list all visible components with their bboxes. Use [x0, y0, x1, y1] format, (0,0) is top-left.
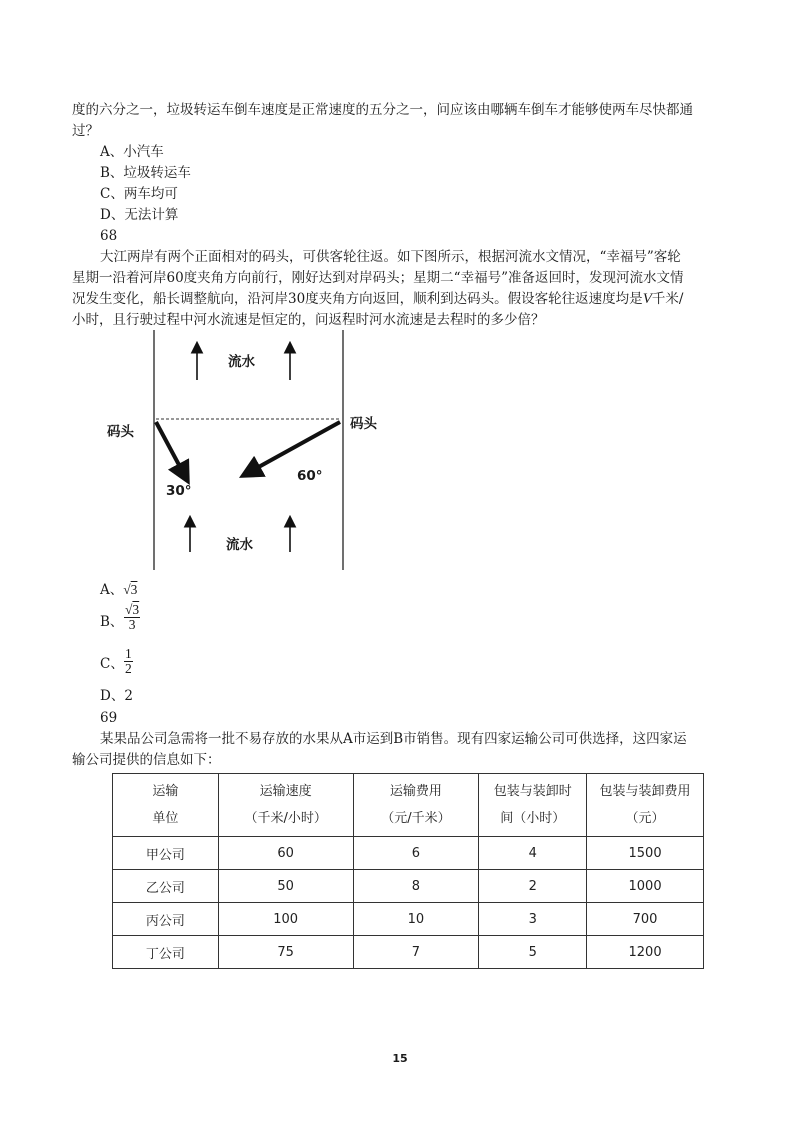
fraction-denominator: 2 [125, 661, 132, 676]
text-line: 星期一沿着河岸60度夹角方向前行，刚好达到对岸码头；星期二“幸福号”准备返回时，发现河流水文情 [72, 270, 684, 286]
arrow-60-degree [246, 422, 340, 474]
angle-label-30: 30° [166, 483, 192, 499]
radicand: 3 [132, 602, 140, 617]
table-cell: 50 [218, 870, 353, 903]
text-line: 某果品公司急需将一批不易存放的水果从A市运到B市销售。现有四家运输公司可供选择，这四家运 [100, 731, 687, 747]
option-b: B、垃圾转运车 [100, 165, 191, 181]
table-cell: 乙公司 [113, 870, 219, 903]
table-cell: 丁公司 [113, 936, 219, 969]
table-cell: 6 [353, 837, 479, 870]
option-d: D、无法计算 [100, 207, 179, 223]
header-cell: 运输费用 （元/千米） [353, 774, 479, 837]
table-cell: 10 [353, 903, 479, 936]
table-cell: 4 [479, 837, 587, 870]
table-cell: 8 [353, 870, 479, 903]
table-cell: 1000 [587, 870, 704, 903]
transport-company-table [112, 773, 704, 969]
text-line: 输公司提供的信息如下： [72, 752, 221, 768]
option-prefix: A、 [100, 582, 124, 598]
table-row [113, 837, 704, 870]
table-cell: 丙公司 [113, 903, 219, 936]
river-diagram [100, 330, 377, 570]
table-cell: 75 [218, 936, 353, 969]
option-b-fraction [124, 603, 140, 632]
dock-label-left: 码头 [107, 424, 134, 440]
header-cell: 包装与装卸费用 （元） [587, 774, 704, 837]
page-number: 15 [392, 1052, 408, 1065]
text-line: 小时，且行驶过程中河水流速是恒定的，问返程时河水流速是去程时的多少倍？ [72, 312, 545, 328]
question-number: 68 [100, 228, 118, 244]
variable-v: V [642, 291, 652, 307]
dock-label-right: 码头 [350, 416, 377, 432]
text-line: 度的六分之一，垃圾转运车倒车速度是正常速度的五分之一，问应该由哪辆车倒车才能够使两车尽快都通 [72, 102, 693, 118]
table-row [113, 936, 704, 969]
table-cell: 100 [218, 903, 353, 936]
fraction-numerator: √3 [125, 602, 140, 617]
option-c-prefix: C、 [100, 656, 124, 672]
fraction-denominator: 3 [128, 617, 136, 632]
header-cell: 运输 单位 [113, 774, 219, 837]
flow-label-bottom: 流水 [226, 537, 253, 553]
option-a: A、小汽车 [100, 144, 164, 160]
angle-label-60: 60° [297, 468, 323, 484]
header-cell: 包装与装卸时 间（小时） [479, 774, 587, 837]
text-line: 过？ [72, 123, 99, 139]
table-cell: 1500 [587, 837, 704, 870]
table-cell: 60 [218, 837, 353, 870]
option-a-sqrt3 [100, 580, 137, 600]
fraction-numerator: 1 [125, 646, 132, 661]
option-c-fraction [124, 647, 133, 676]
table-row [113, 870, 704, 903]
table-cell: 700 [587, 903, 704, 936]
option-d: D、2 [100, 688, 133, 704]
text-span: 况发生变化，船长调整航向，沿河岸30度夹角方向返回，顺利到达码头。假设客轮往返速度均是 [72, 291, 643, 307]
option-b-prefix: B、 [100, 614, 124, 630]
text-span: 千米/ [651, 291, 684, 307]
sqrt-expression: √3 [123, 582, 138, 597]
text-line [72, 289, 683, 309]
table-cell: 1200 [587, 936, 704, 969]
question-number: 69 [100, 710, 118, 726]
text-line: 大江两岸有两个正面相对的码头，可供客轮往返。如下图所示，根据河流水文情况，“幸福号”客轮 [100, 249, 681, 265]
header-cell: 运输速度 （千米/小时） [218, 774, 353, 837]
table-header-row [113, 774, 704, 837]
flow-label-top: 流水 [228, 354, 255, 370]
radicand: 3 [130, 582, 138, 597]
option-c: C、两车均可 [100, 186, 178, 202]
table-cell: 5 [479, 936, 587, 969]
table-row [113, 903, 704, 936]
table-cell: 3 [479, 903, 587, 936]
table-cell: 2 [479, 870, 587, 903]
arrow-30-degree [156, 422, 186, 478]
table-cell: 甲公司 [113, 837, 219, 870]
table-cell: 7 [353, 936, 479, 969]
